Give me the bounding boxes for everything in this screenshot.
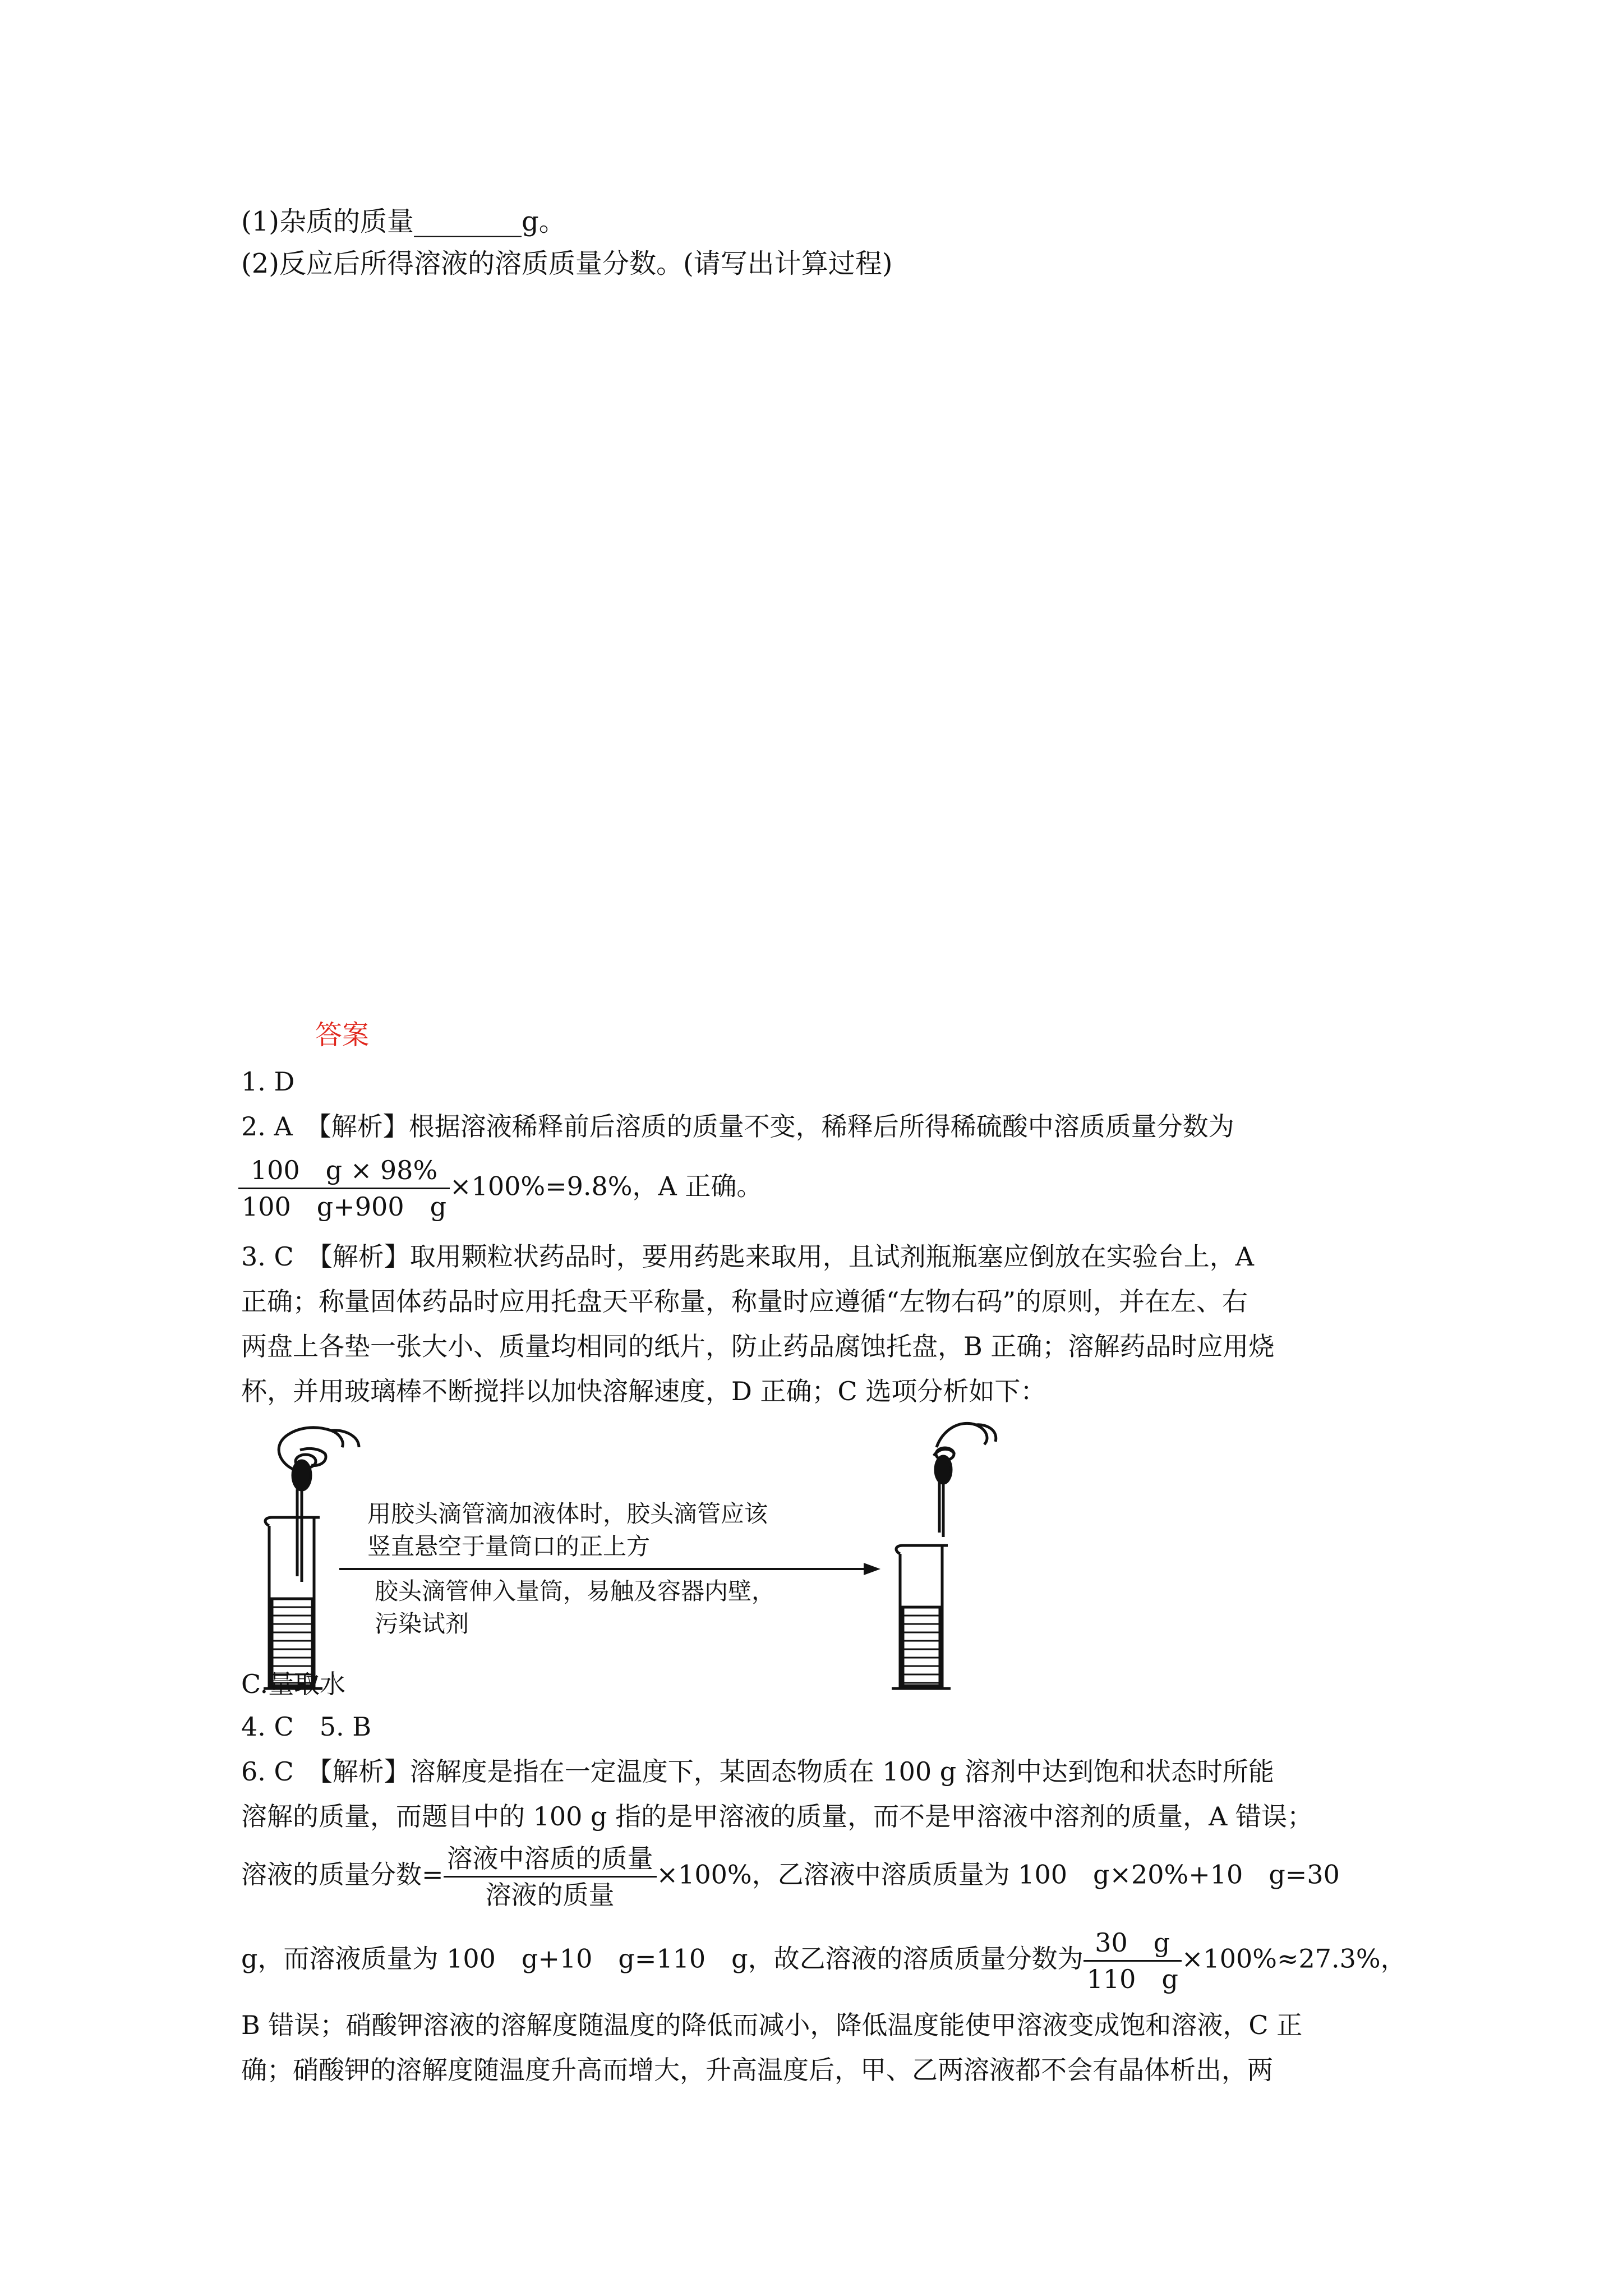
diagram-top-line-1: 用胶头滴管滴加液体时，胶头滴管应该 [367, 1500, 768, 1527]
fraction-numerator: 30 g [1083, 1925, 1182, 1962]
answer-6-line-3 [241, 1841, 1340, 1912]
fraction-denominator: 110 g [1086, 1964, 1178, 1994]
answer-4-5: 4. C 5. B [241, 1711, 372, 1742]
answer-2-tail: ×100%=9.8%，A 正确。 [450, 1171, 763, 1202]
fraction-denominator: 100 g+900 g [242, 1191, 447, 1222]
answer-6-line-3-prefix: 溶液的质量分数= [241, 1859, 444, 1890]
answer-3-line-3: 两盘上各垫一张大小、质量均相同的纸片，防止药品腐蚀托盘，B 正确；溶解药品时应用烧 [241, 1331, 1275, 1361]
answer-1: 1. D [241, 1066, 295, 1097]
answer-6-line-4 [241, 1925, 1407, 1996]
diagram-caption: C.量取水 [241, 1669, 346, 1699]
solution-fraction [1083, 1925, 1182, 1996]
answer-3-line-1: 3. C 【解析】取用颗粒状药品时，要用药匙来取用，且试剂瓶瓶塞应倒放在实验台上，A [241, 1241, 1254, 1272]
answer-2-fraction [238, 1153, 450, 1224]
cylinder-right-icon [892, 1545, 951, 1688]
dropper-left-icon [293, 1461, 311, 1582]
answer-3-line-2: 正确；称量固体药品时应用托盘天平称量，称量时应遵循“左物右码”的原则，并在左、右 [241, 1286, 1248, 1317]
answer-6-line-4-suffix: ×100%≈27.3%， [1181, 1943, 1407, 1974]
question-1: (1)杂质的质量________g。 [241, 206, 566, 237]
answer-6-line-3-suffix: ×100%，乙溶液中溶质质量为 100 g×20%+10 g=30 [656, 1859, 1340, 1890]
answer-2-formula [238, 1153, 762, 1224]
answer-6-line-6: 确；硝酸钾的溶解度随温度升高而增大，升高温度后，甲、乙两溶液都不会有晶体析出，两 [241, 2055, 1273, 2085]
cylinder-left-icon [264, 1517, 322, 1688]
fraction-numerator: 溶液中溶质的质量 [444, 1841, 657, 1878]
mass-fraction-formula [444, 1841, 657, 1912]
answer-6-line-4-prefix: g，而溶液质量为 100 g+10 g=110 g，故乙溶液的溶质质量分数为 [241, 1943, 1083, 1974]
answer-6-line-2: 溶解的质量，而题目中的 100 g 指的是甲溶液的质量，而不是甲溶液中溶剂的质量，A 错误； [241, 1801, 1313, 1832]
diagram-top-line-2: 竖直悬空于量筒口的正上方 [367, 1533, 651, 1560]
dropper-right-icon [935, 1456, 951, 1537]
answer-6-line-5: B 错误；硝酸钾溶液的溶解度随温度的降低而减小，降低温度能使甲溶液变成饱和溶液，C 正 [241, 2010, 1303, 2040]
arrow-icon [339, 1563, 880, 1575]
answer-2-intro: 2. A 【解析】根据溶液稀释前后溶质的质量不变，稀释后所得稀硫酸中溶质质量分数为 [241, 1111, 1234, 1142]
answer-3-line-4: 杯，并用玻璃棒不断搅拌以加快溶解速度，D 正确；C 选项分析如下： [241, 1376, 1046, 1406]
hand-left-icon [279, 1428, 359, 1470]
fraction-numerator: 100 g × 98% [238, 1153, 450, 1189]
answer-6-line-1: 6. C 【解析】溶解度是指在一定温度下，某固态物质在 100 g 溶剂中达到饱和状态时所能 [241, 1756, 1274, 1787]
diagram-bottom-line-2: 污染试剂 [375, 1610, 469, 1637]
hand-right-icon [934, 1423, 996, 1460]
question-2: (2)反应后所得溶液的溶质质量分数。(请写出计算过程) [241, 248, 893, 279]
diagram-bottom-line-1: 胶头滴管伸入量筒，易触及容器内壁， [375, 1577, 776, 1605]
answers-heading: 答案 [315, 1019, 370, 1051]
fraction-denominator: 溶液的质量 [485, 1880, 615, 1910]
